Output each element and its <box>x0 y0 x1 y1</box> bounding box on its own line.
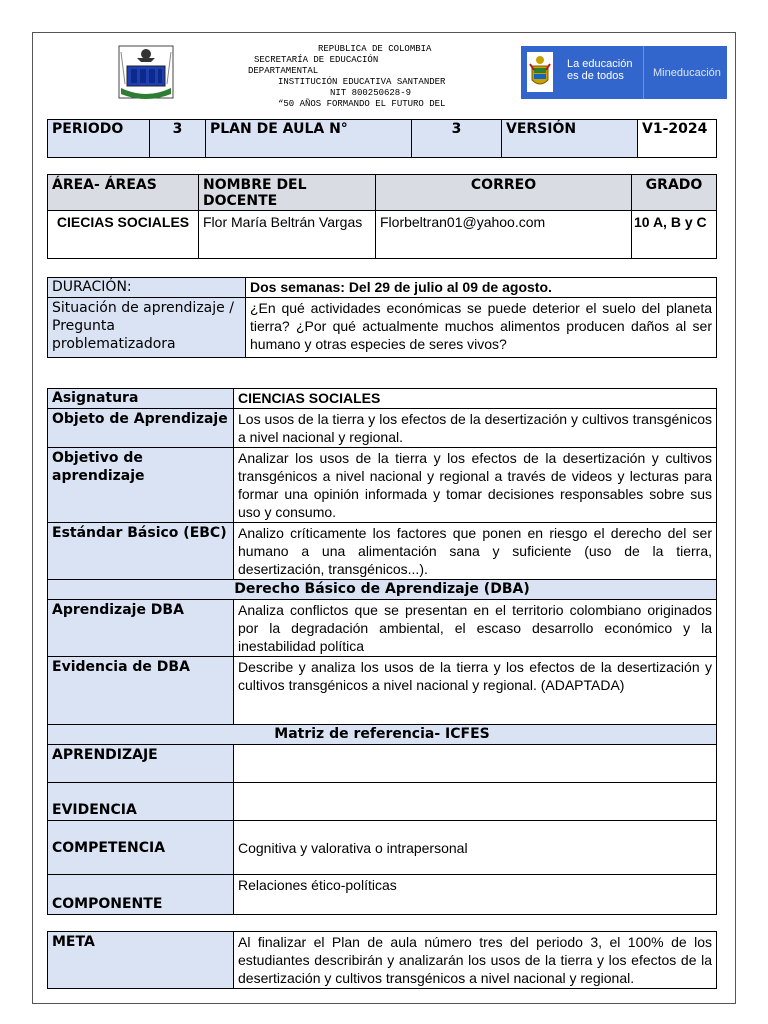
header-line-6: “50 AÑOS FORMANDO EL FUTURO DEL <box>278 99 446 109</box>
asignatura-label: Asignatura <box>48 389 234 409</box>
duracion-label: DURACIÓN: <box>48 278 246 298</box>
header-line-1: REPÚBLICA DE COLOMBIA <box>318 44 432 54</box>
version-label: VERSIÓN <box>502 120 638 158</box>
area-table <box>47 174 717 259</box>
plan-value: 3 <box>412 120 502 158</box>
objeto-value: Los usos de la tierra y los efectos de la desertización y cultivos transgénicos a nivel nacional y regional. <box>234 409 717 448</box>
situacion-label: Situación de aprendizaje / Pregunta problematizadora <box>48 298 246 358</box>
componente-value: Relaciones ético-políticas <box>234 875 717 915</box>
meta-value: Al finalizar el Plan de aula número tres del periodo 3, el 100% de los estudiantes describirán y analizarán los usos de la tierra y los efectos de la desertización y cultivos transgénicos a nivel nacional y regional. <box>234 932 717 989</box>
duracion-table <box>47 277 717 358</box>
duracion-value: Dos semanas: Del 29 de julio al 09 de agosto. <box>246 278 717 298</box>
header-line-4: INSTITUCIÓN EDUCATIVA SANTANDER <box>278 77 446 87</box>
ministry-slogan-line-1: La educación <box>567 58 633 70</box>
plan-table <box>47 388 717 915</box>
col-correo-header: CORREO <box>376 175 632 211</box>
header-line-5: NIT 800250628-9 <box>330 88 412 98</box>
col-docente-header: NOMBRE DEL DOCENTE <box>199 175 376 211</box>
area-value: CIECIAS SOCIALES <box>48 211 199 259</box>
ministry-banner <box>521 46 727 99</box>
periodo-table <box>47 119 717 158</box>
objeto-label: Objeto de Aprendizaje <box>48 409 234 448</box>
meta-table <box>47 931 717 989</box>
estandar-label: Estándar Básico (EBC) <box>48 523 234 580</box>
periodo-label: PERIODO <box>48 120 150 158</box>
evidencia-value <box>234 783 717 821</box>
ministry-slogan <box>567 58 632 82</box>
objetivo-label: Objetivo de aprendizaje <box>48 448 234 523</box>
componente-label: COMPONENTE <box>48 875 234 915</box>
competencia-value: Cognitiva y valorativa o intrapersonal <box>234 821 717 875</box>
col-area-text: ÁREA- ÁREAS <box>52 177 157 193</box>
header-line-2: SECRETARÍA DE EDUCACIÓN <box>254 55 379 65</box>
col-grado-header: GRADO <box>632 175 717 211</box>
icfes-heading: Matriz de referencia- ICFES <box>48 725 717 745</box>
aprendizaje-dba-value: Analiza conflictos que se presentan en el territorio colombiano originados por la degradación ambiental, el escaso desarrollo económico y la inestabilidad política <box>234 600 717 657</box>
objetivo-value: Analizar los usos de la tierra y los efectos de la desertización y cultivos transgénicos a nivel nacional y regional a través de videos y lecturas para formar una opinión informada y tomar decisiones responsables sobre sus uso y consumo. <box>234 448 717 523</box>
evidencia-dba-value: Describe y analiza los usos de la tierra y los efectos de la desertización y cultivos transgénicos a nivel nacional y regional. (ADAPTADA) <box>234 657 717 725</box>
evidencia-label: EVIDENCIA <box>48 783 234 821</box>
aprendizaje-label: APRENDIZAJE <box>48 745 234 783</box>
aprendizaje-dba-label: Aprendizaje DBA <box>48 600 234 657</box>
grado-value: 10 A, B y C <box>632 211 717 259</box>
aprendizaje-value <box>234 745 717 783</box>
banner-divider <box>643 46 644 99</box>
meta-label: META <box>48 932 234 989</box>
situacion-value: ¿En qué actividades económicas se puede deterior el suelo del planeta tierra? ¿Por qué actualmente muchos alimentos producen daños al ser humano y otras especies de seres vivos? <box>246 298 717 358</box>
ministry-slogan-line-2: es de todos <box>567 70 624 82</box>
institution-header <box>240 44 490 118</box>
evidencia-dba-label: Evidencia de DBA <box>48 657 234 725</box>
competencia-label: COMPETENCIA <box>48 821 234 875</box>
coat-of-arms-icon <box>527 52 553 92</box>
version-value: V1-2024 <box>638 120 717 158</box>
school-logo-icon <box>115 44 177 102</box>
correo-value: Florbeltran01@yahoo.com <box>376 211 632 259</box>
docente-value: Flor María Beltrán Vargas <box>199 211 376 259</box>
dba-heading: Derecho Básico de Aprendizaje (DBA) <box>48 580 717 600</box>
ministry-name: Mineducación <box>653 67 721 79</box>
periodo-value: 3 <box>150 120 206 158</box>
header-line-3: DEPARTAMENTAL <box>248 66 319 76</box>
col-area-header <box>48 175 199 211</box>
estandar-value: Analizo críticamente los factores que ponen en riesgo el derecho del ser humano a una alimentación sana y suficiente (uso de la tierra, desertización, transgénicos...). <box>234 523 717 580</box>
plan-label: PLAN DE AULA N° <box>206 120 412 158</box>
asignatura-value: CIENCIAS SOCIALES <box>234 389 717 409</box>
